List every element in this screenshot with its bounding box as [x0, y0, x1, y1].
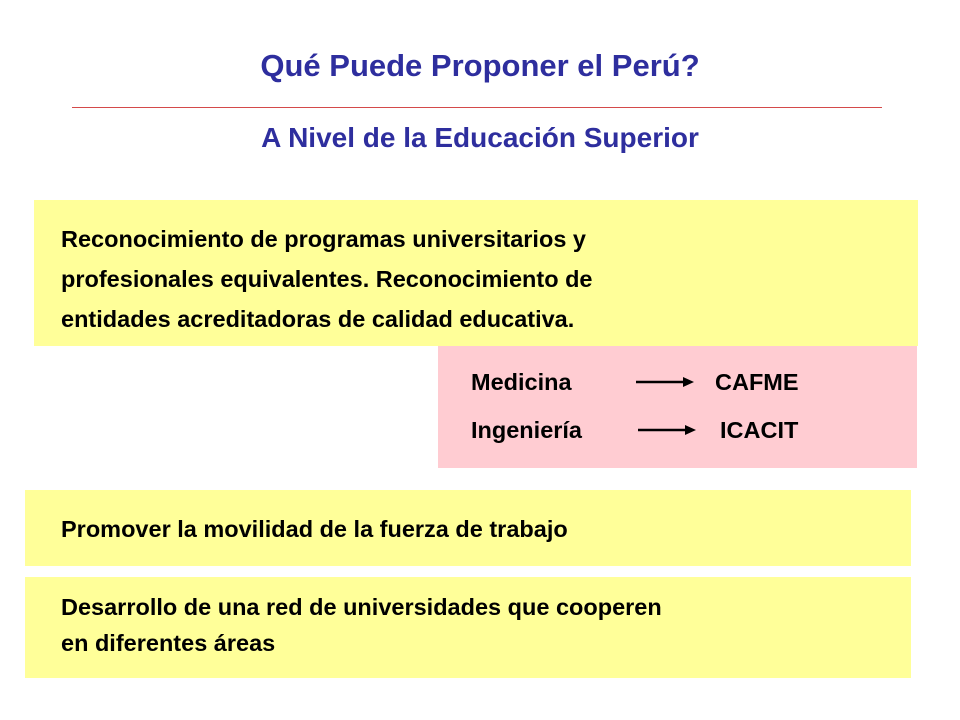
- network-line: Desarrollo de una red de universidades que cooperen: [61, 594, 662, 620]
- recognition-line: Reconocimiento de programas universitarios y: [61, 226, 586, 252]
- program-label: Medicina: [471, 369, 572, 395]
- slide-title: Qué Puede Proponer el Perú?: [260, 48, 700, 83]
- accreditor-label: CAFME: [715, 369, 799, 395]
- accreditor-row-ingenieria: [438, 414, 917, 446]
- mobility-box: [25, 490, 911, 566]
- mobility-text: Promover la movilidad de la fuerza de trabajo: [61, 516, 568, 542]
- network-line: en diferentes áreas: [61, 630, 276, 656]
- recognition-box: [34, 200, 918, 346]
- accreditor-row-medicina: [438, 366, 917, 398]
- title-divider: [72, 107, 882, 108]
- right-arrow-icon: [638, 424, 696, 436]
- recognition-line: entidades acreditadoras de calidad educativa.: [61, 306, 575, 332]
- recognition-line: profesionales equivalentes. Reconocimiento de: [61, 266, 593, 292]
- accreditors-box: [438, 346, 917, 468]
- accreditor-label: ICACIT: [720, 417, 799, 443]
- right-arrow-icon: [636, 376, 694, 388]
- program-label: Ingeniería: [471, 417, 583, 443]
- slide-subtitle: A Nivel de la Educación Superior: [261, 122, 699, 153]
- network-box: [25, 577, 911, 678]
